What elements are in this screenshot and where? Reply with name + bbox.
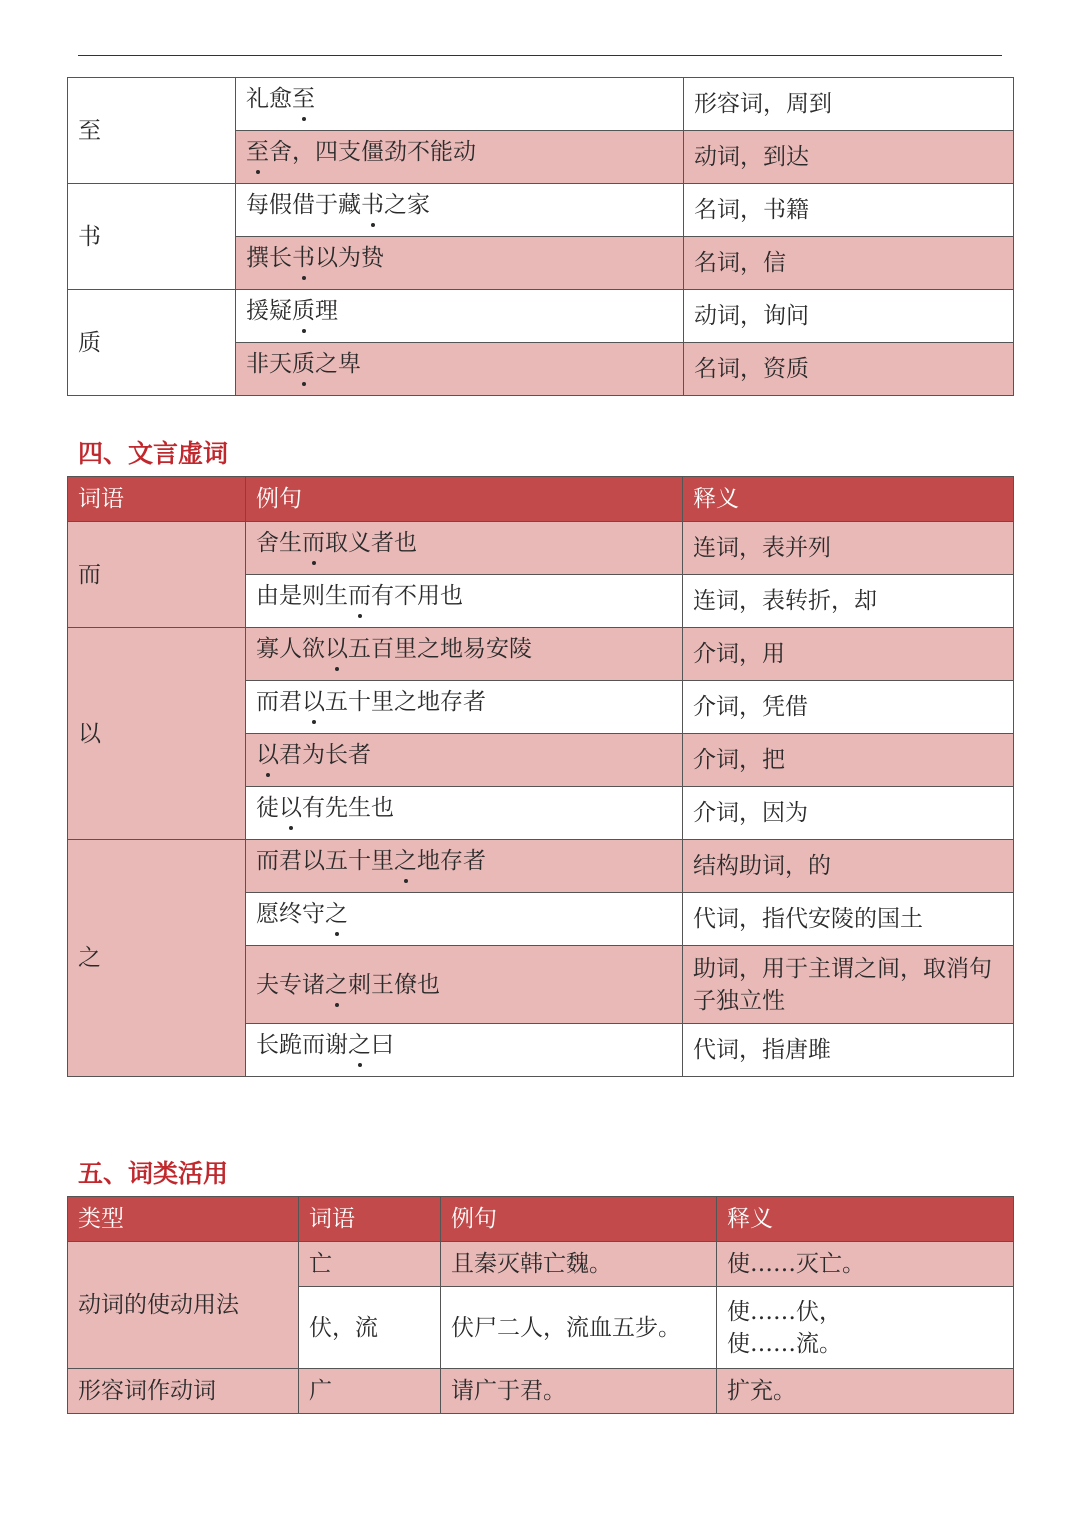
word-cell: 之 bbox=[68, 840, 246, 1077]
word-cell: 书 bbox=[68, 184, 236, 290]
table-row bbox=[68, 1369, 1014, 1414]
table-function-words bbox=[67, 476, 1014, 1077]
emphasis-dot-char: 以 bbox=[302, 689, 325, 715]
word-cell: 广 bbox=[299, 1369, 441, 1414]
emphasis-dot-char: 质 bbox=[292, 351, 315, 377]
table-row bbox=[68, 628, 1014, 681]
table-row bbox=[68, 1242, 1014, 1287]
emphasis-dot-char: 以 bbox=[256, 742, 279, 768]
type-cell: 动词的使动用法 bbox=[68, 1242, 299, 1369]
meaning-cell: 代词，指唐雎 bbox=[683, 1024, 1014, 1077]
type-cell: 形容词作动词 bbox=[68, 1369, 299, 1414]
example-cell: 伏尸二人，流血五步。 bbox=[441, 1287, 717, 1369]
example-cell: 由是则生而有不用也 bbox=[246, 575, 683, 628]
example-cell: 礼愈至 bbox=[236, 78, 684, 131]
example-cell: 而君以五十里之地存者 bbox=[246, 681, 683, 734]
meaning-cell: 动词，询问 bbox=[684, 290, 1014, 343]
example-cell: 非天质之卑 bbox=[236, 343, 684, 396]
example-cell: 以君为长者 bbox=[246, 734, 683, 787]
example-cell: 徒以有先生也 bbox=[246, 787, 683, 840]
word-cell: 至 bbox=[68, 78, 236, 184]
column-header: 释义 bbox=[717, 1197, 1014, 1242]
emphasis-dot-char: 至 bbox=[292, 86, 315, 112]
table-row bbox=[68, 78, 1014, 131]
column-header: 词语 bbox=[299, 1197, 441, 1242]
emphasis-dot-char: 至 bbox=[246, 139, 269, 165]
meaning-cell: 形容词，周到 bbox=[684, 78, 1014, 131]
word-cell: 伏，流 bbox=[299, 1287, 441, 1369]
meaning-cell: 介词，用 bbox=[683, 628, 1014, 681]
example-cell: 请广于君。 bbox=[441, 1369, 717, 1414]
top-rule bbox=[78, 55, 1002, 56]
table-row bbox=[68, 290, 1014, 343]
example-cell: 援疑质理 bbox=[236, 290, 684, 343]
meaning-cell: 连词，表转折，却 bbox=[683, 575, 1014, 628]
meaning-cell: 结构助词，的 bbox=[683, 840, 1014, 893]
table-row bbox=[68, 522, 1014, 575]
word-cell: 而 bbox=[68, 522, 246, 628]
emphasis-dot-char: 书 bbox=[292, 245, 315, 271]
emphasis-dot-char: 之 bbox=[325, 971, 348, 998]
table-header-row bbox=[68, 477, 1014, 522]
emphasis-dot-char: 而 bbox=[302, 530, 325, 556]
example-cell: 舍生而取义者也 bbox=[246, 522, 683, 575]
meaning-cell: 助词，用于主谓之间，取消句子独立性 bbox=[683, 946, 1014, 1024]
column-header: 词语 bbox=[68, 477, 246, 522]
emphasis-dot-char: 以 bbox=[325, 636, 348, 662]
meaning-cell: 名词，资质 bbox=[684, 343, 1014, 396]
word-cell: 亡 bbox=[299, 1242, 441, 1287]
meaning-cell: 介词，因为 bbox=[683, 787, 1014, 840]
emphasis-dot-char: 之 bbox=[394, 848, 417, 874]
emphasis-dot-char: 书 bbox=[361, 192, 384, 218]
meaning-cell: 使……伏， 使……流。 bbox=[717, 1287, 1014, 1369]
example-cell: 且秦灭韩亡魏。 bbox=[441, 1242, 717, 1287]
meaning-cell: 介词，凭借 bbox=[683, 681, 1014, 734]
example-cell: 至舍，四支僵劲不能动 bbox=[236, 131, 684, 184]
meaning-cell: 名词，书籍 bbox=[684, 184, 1014, 237]
emphasis-dot-char: 而 bbox=[348, 583, 371, 609]
table-word-class-usage bbox=[67, 1196, 1014, 1414]
meaning-cell: 代词，指代安陵的国土 bbox=[683, 893, 1014, 946]
emphasis-dot-char: 之 bbox=[325, 901, 348, 927]
column-header: 类型 bbox=[68, 1197, 299, 1242]
example-cell: 夫专诸之刺王僚也 bbox=[246, 946, 683, 1024]
section-title-function-words: 四、文言虚词 bbox=[78, 439, 229, 468]
table-content-words bbox=[67, 77, 1014, 396]
table-header-row bbox=[68, 1197, 1014, 1242]
table-row bbox=[68, 840, 1014, 893]
meaning-cell: 使……灭亡。 bbox=[717, 1242, 1014, 1287]
example-cell: 长跪而谢之曰 bbox=[246, 1024, 683, 1077]
example-cell: 而君以五十里之地存者 bbox=[246, 840, 683, 893]
example-cell: 每假借于藏书之家 bbox=[236, 184, 684, 237]
section-title-word-class-usage: 五、词类活用 bbox=[78, 1159, 229, 1188]
column-header: 释义 bbox=[683, 477, 1014, 522]
table-row bbox=[68, 184, 1014, 237]
emphasis-dot-char: 质 bbox=[292, 298, 315, 324]
meaning-cell: 扩充。 bbox=[717, 1369, 1014, 1414]
example-cell: 愿终守之 bbox=[246, 893, 683, 946]
meaning-cell: 名词，信 bbox=[684, 237, 1014, 290]
emphasis-dot-char: 以 bbox=[279, 795, 302, 821]
column-header: 例句 bbox=[441, 1197, 717, 1242]
example-cell: 寡人欲以五百里之地易安陵 bbox=[246, 628, 683, 681]
column-header: 例句 bbox=[246, 477, 683, 522]
word-cell: 质 bbox=[68, 290, 236, 396]
example-cell: 撰长书以为贽 bbox=[236, 237, 684, 290]
meaning-cell: 介词，把 bbox=[683, 734, 1014, 787]
meaning-cell: 连词，表并列 bbox=[683, 522, 1014, 575]
word-cell: 以 bbox=[68, 628, 246, 840]
meaning-cell: 动词，到达 bbox=[684, 131, 1014, 184]
emphasis-dot-char: 之 bbox=[348, 1032, 371, 1058]
